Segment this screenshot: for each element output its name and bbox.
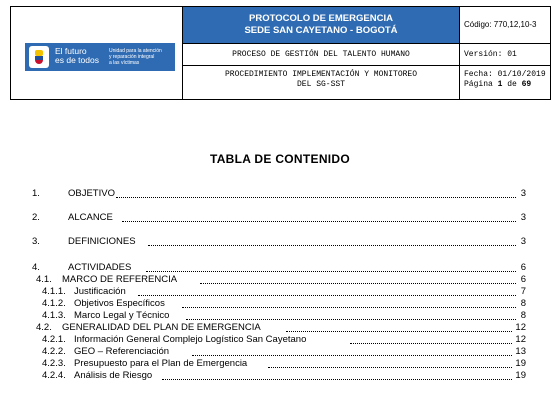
toc-entry-page: 19 xyxy=(515,358,526,369)
toc-entry[interactable] xyxy=(32,370,526,382)
toc-entry-label: OBJETIVO xyxy=(68,188,115,199)
document-date-page xyxy=(458,65,550,99)
toc-entry-number: 2. xyxy=(32,212,40,223)
toc-entry-label: GEO – Referenciación xyxy=(74,346,170,357)
toc-entry[interactable] xyxy=(32,212,526,224)
toc-entry[interactable] xyxy=(32,298,526,310)
toc-entry[interactable] xyxy=(32,188,526,200)
toc-entry-page: 8 xyxy=(520,310,526,321)
toc-leader-dots xyxy=(350,334,512,344)
toc-entry[interactable] xyxy=(32,286,526,298)
toc-entry-number: 1. xyxy=(32,188,40,199)
document-date: Fecha: 01/10/2019 xyxy=(464,70,546,79)
toc-entry-page: 6 xyxy=(520,274,526,285)
toc-entry-number: 4.2.3. xyxy=(42,358,66,369)
toc-leader-dots xyxy=(186,310,516,320)
toc-leader-dots xyxy=(268,358,512,368)
toc-entry[interactable] xyxy=(32,262,526,274)
toc-entry-page: 12 xyxy=(515,334,526,345)
toc-entry-number: 4.2.2. xyxy=(42,346,66,357)
coat-of-arms-icon xyxy=(29,46,49,68)
toc-entry-label: Análisis de Riesgo xyxy=(74,370,153,381)
toc-leader-dots xyxy=(146,262,516,272)
document-version: Versión: 01 xyxy=(458,43,550,65)
toc-entry-page: 3 xyxy=(520,236,526,247)
toc-entry-number: 4. xyxy=(32,262,40,273)
toc-entry-label: Presupuesto para el Plan de Emergencia xyxy=(74,358,248,369)
toc-entry[interactable] xyxy=(32,334,526,346)
document-header xyxy=(10,6,550,100)
toc-leader-dots xyxy=(148,236,516,246)
toc-entry-number: 4.2. xyxy=(36,322,52,333)
toc-entry-number: 4.2.4. xyxy=(42,370,66,381)
toc-entry-page: 12 xyxy=(515,322,526,333)
toc-entry-number: 4.1.2. xyxy=(42,298,66,309)
logo-slogan: El futuro es de todos xyxy=(55,46,99,65)
toc-entry[interactable] xyxy=(32,236,526,248)
toc-entry-label: GENERALIDAD DEL PLAN DE EMERGENCIA xyxy=(62,322,261,333)
toc-entry-label: Información General Complejo Logístico San Cayetano xyxy=(74,334,307,345)
toc-leader-dots xyxy=(182,298,516,308)
toc-leader-dots xyxy=(138,286,516,296)
toc-entry-page: 13 xyxy=(515,346,526,357)
procedure-name: PROCEDIMIENTO IMPLEMENTACIÓN Y MONITOREO DEL SG-SST xyxy=(183,65,459,99)
toc-entry-label: ACTIVIDADES xyxy=(68,262,132,273)
toc-entry-label: Justificación xyxy=(74,286,126,297)
toc-entry-page: 7 xyxy=(520,286,526,297)
toc-entry-number: 4.1. xyxy=(36,274,52,285)
toc-entry[interactable] xyxy=(32,274,526,286)
toc-entry-page: 6 xyxy=(520,262,526,273)
toc-entry-label: Objetivos Específicos xyxy=(74,298,165,309)
process-name: PROCESO DE GESTIÓN DEL TALENTO HUMANO xyxy=(183,43,459,66)
header-title-cell xyxy=(182,6,460,100)
toc-leader-dots xyxy=(116,188,516,198)
toc-entry[interactable] xyxy=(32,322,526,334)
toc-entry-number: 4.1.3. xyxy=(42,310,66,321)
toc-entry-number: 3. xyxy=(32,236,40,247)
document-title: PROTOCOLO DE EMERGENCIA SEDE SAN CAYETANO - BOGOTÁ xyxy=(183,7,459,43)
toc-entry-page: 8 xyxy=(520,298,526,309)
page-indicator: Página 1 de 69 xyxy=(464,80,532,89)
toc-entry-number: 4.2.1. xyxy=(42,334,66,345)
toc-entry-page: 3 xyxy=(520,188,526,199)
toc-entry-label: Marco Legal y Técnico xyxy=(74,310,170,321)
toc-entry-page: 19 xyxy=(515,370,526,381)
toc-entry-page: 3 xyxy=(520,212,526,223)
toc-entry-number: 4.1.1. xyxy=(42,286,66,297)
toc-leader-dots xyxy=(192,346,512,356)
toc-entry-label: DEFINICIONES xyxy=(68,236,136,247)
toc-title: TABLA DE CONTENIDO xyxy=(209,152,351,166)
document-code: Código: 770,12,10-3 xyxy=(464,20,537,29)
header-meta-cell xyxy=(458,6,551,100)
toc-leader-dots xyxy=(200,274,516,284)
logo-cell xyxy=(10,6,183,100)
institution-logo xyxy=(25,43,175,71)
logo-unit-name: Unidad para la atención y reparación integral a las víctimas xyxy=(109,48,162,66)
toc-entry[interactable] xyxy=(32,310,526,322)
toc-entry[interactable] xyxy=(32,346,526,358)
toc-entry[interactable] xyxy=(32,358,526,370)
toc-entry-label: MARCO DE REFERENCIA xyxy=(62,274,178,285)
toc-leader-dots xyxy=(286,322,512,332)
toc-leader-dots xyxy=(162,370,512,380)
toc-entry-label: ALCANCE xyxy=(68,212,113,223)
toc-leader-dots xyxy=(122,212,516,222)
